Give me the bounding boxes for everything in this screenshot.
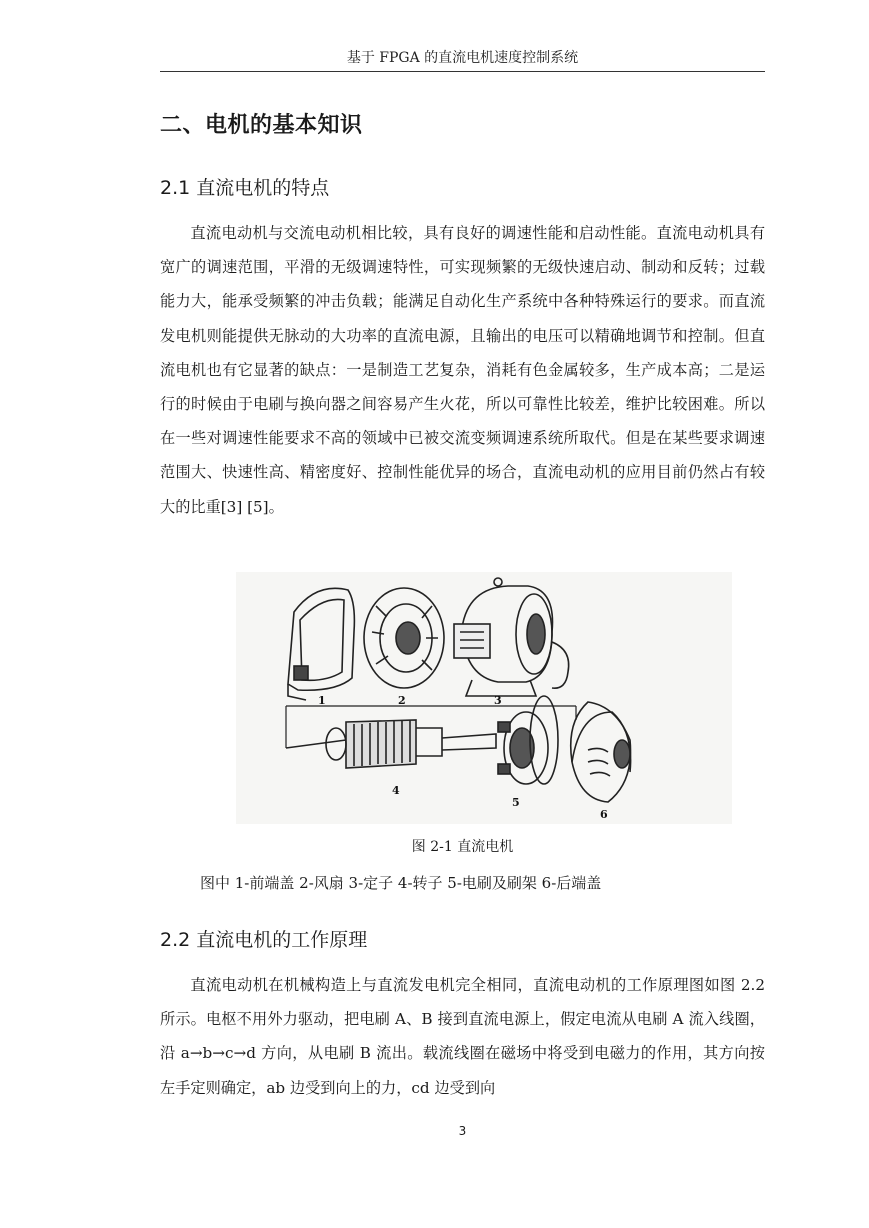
brush-holder-drawing: [498, 696, 558, 784]
front-end-cover-drawing: [288, 588, 354, 700]
stator-drawing: [454, 578, 569, 696]
figure-label-3: 3: [494, 694, 502, 707]
figure-label-1: 1: [318, 694, 326, 707]
paragraph-working-principle: 直流电动机在机械构造上与直流发电机完全相同，直流电动机的工作原理图如图 2.2 所示。电枢不用外力驱动，把电刷 A、B 接到直流电源上，假定电流从电刷 A 流入线圈，沿 a→b→c→d 方向，从电刷 B 流出。载流线圈在磁场中将受到电磁力的作用，其方向按左手定则确定，ab 边受到向上的力，cd 边受到向: [160, 976, 765, 1097]
figure-label-2: 2: [398, 694, 406, 707]
figure-label-6: 6: [600, 808, 608, 821]
running-header: 基于 FPGA 的直流电机速度控制系统: [346, 50, 579, 66]
subsection-title-2-2: 2.2 直流电机的工作原理: [160, 929, 368, 951]
figure-label-4: 4: [392, 784, 400, 797]
figure-label-5: 5: [512, 796, 520, 809]
figure-caption: 图 2-1 直流电机: [411, 839, 514, 855]
rear-end-cover-drawing: [571, 702, 631, 802]
dc-motor-exploded-figure: [236, 572, 732, 824]
header-rule: [160, 71, 765, 72]
section-title: 二、电机的基本知识: [160, 113, 363, 138]
subsection-title-2-1: 2.1 直流电机的特点: [160, 177, 330, 199]
figure-legend: 图中 1-前端盖 2-风扇 3-定子 4-转子 5-电刷及刷架 6-后端盖: [200, 874, 602, 892]
paragraph-dc-motor-features: 直流电动机与交流电动机相比较，具有良好的调速性能和启动性能。直流电动机具有宽广的调速范围，平滑的无级调速特性，可实现频繁的无级快速启动、制动和反转；过载能力大，能承受频繁的冲击负载；能满足自动化生产系统中各种特殊运行的要求。而直流发电机则能提供无脉动的大功率的直流电源，且输出的电压可以精确地调节和控制。但直流电机也有它显著的缺点：一是制造工艺复杂，消耗有色金属较多，生产成本高；二是运行的时候由于电刷与换向器之间容易产生火花，所以可靠性比较差，维护比较困难。所以在一些对调速性能要求不高的领域中已被交流变频调速系统所取代。但是在某些要求调速范围大、快速性高、精密度好、控制性能优异的场合，直流电动机的应用目前仍然占有较大的比重[3] [5]。: [160, 224, 765, 516]
page-number: 3: [458, 1124, 467, 1138]
rotor-drawing: [286, 720, 496, 768]
fan-drawing: [364, 588, 444, 688]
dc-motor-illustration: [236, 572, 732, 824]
